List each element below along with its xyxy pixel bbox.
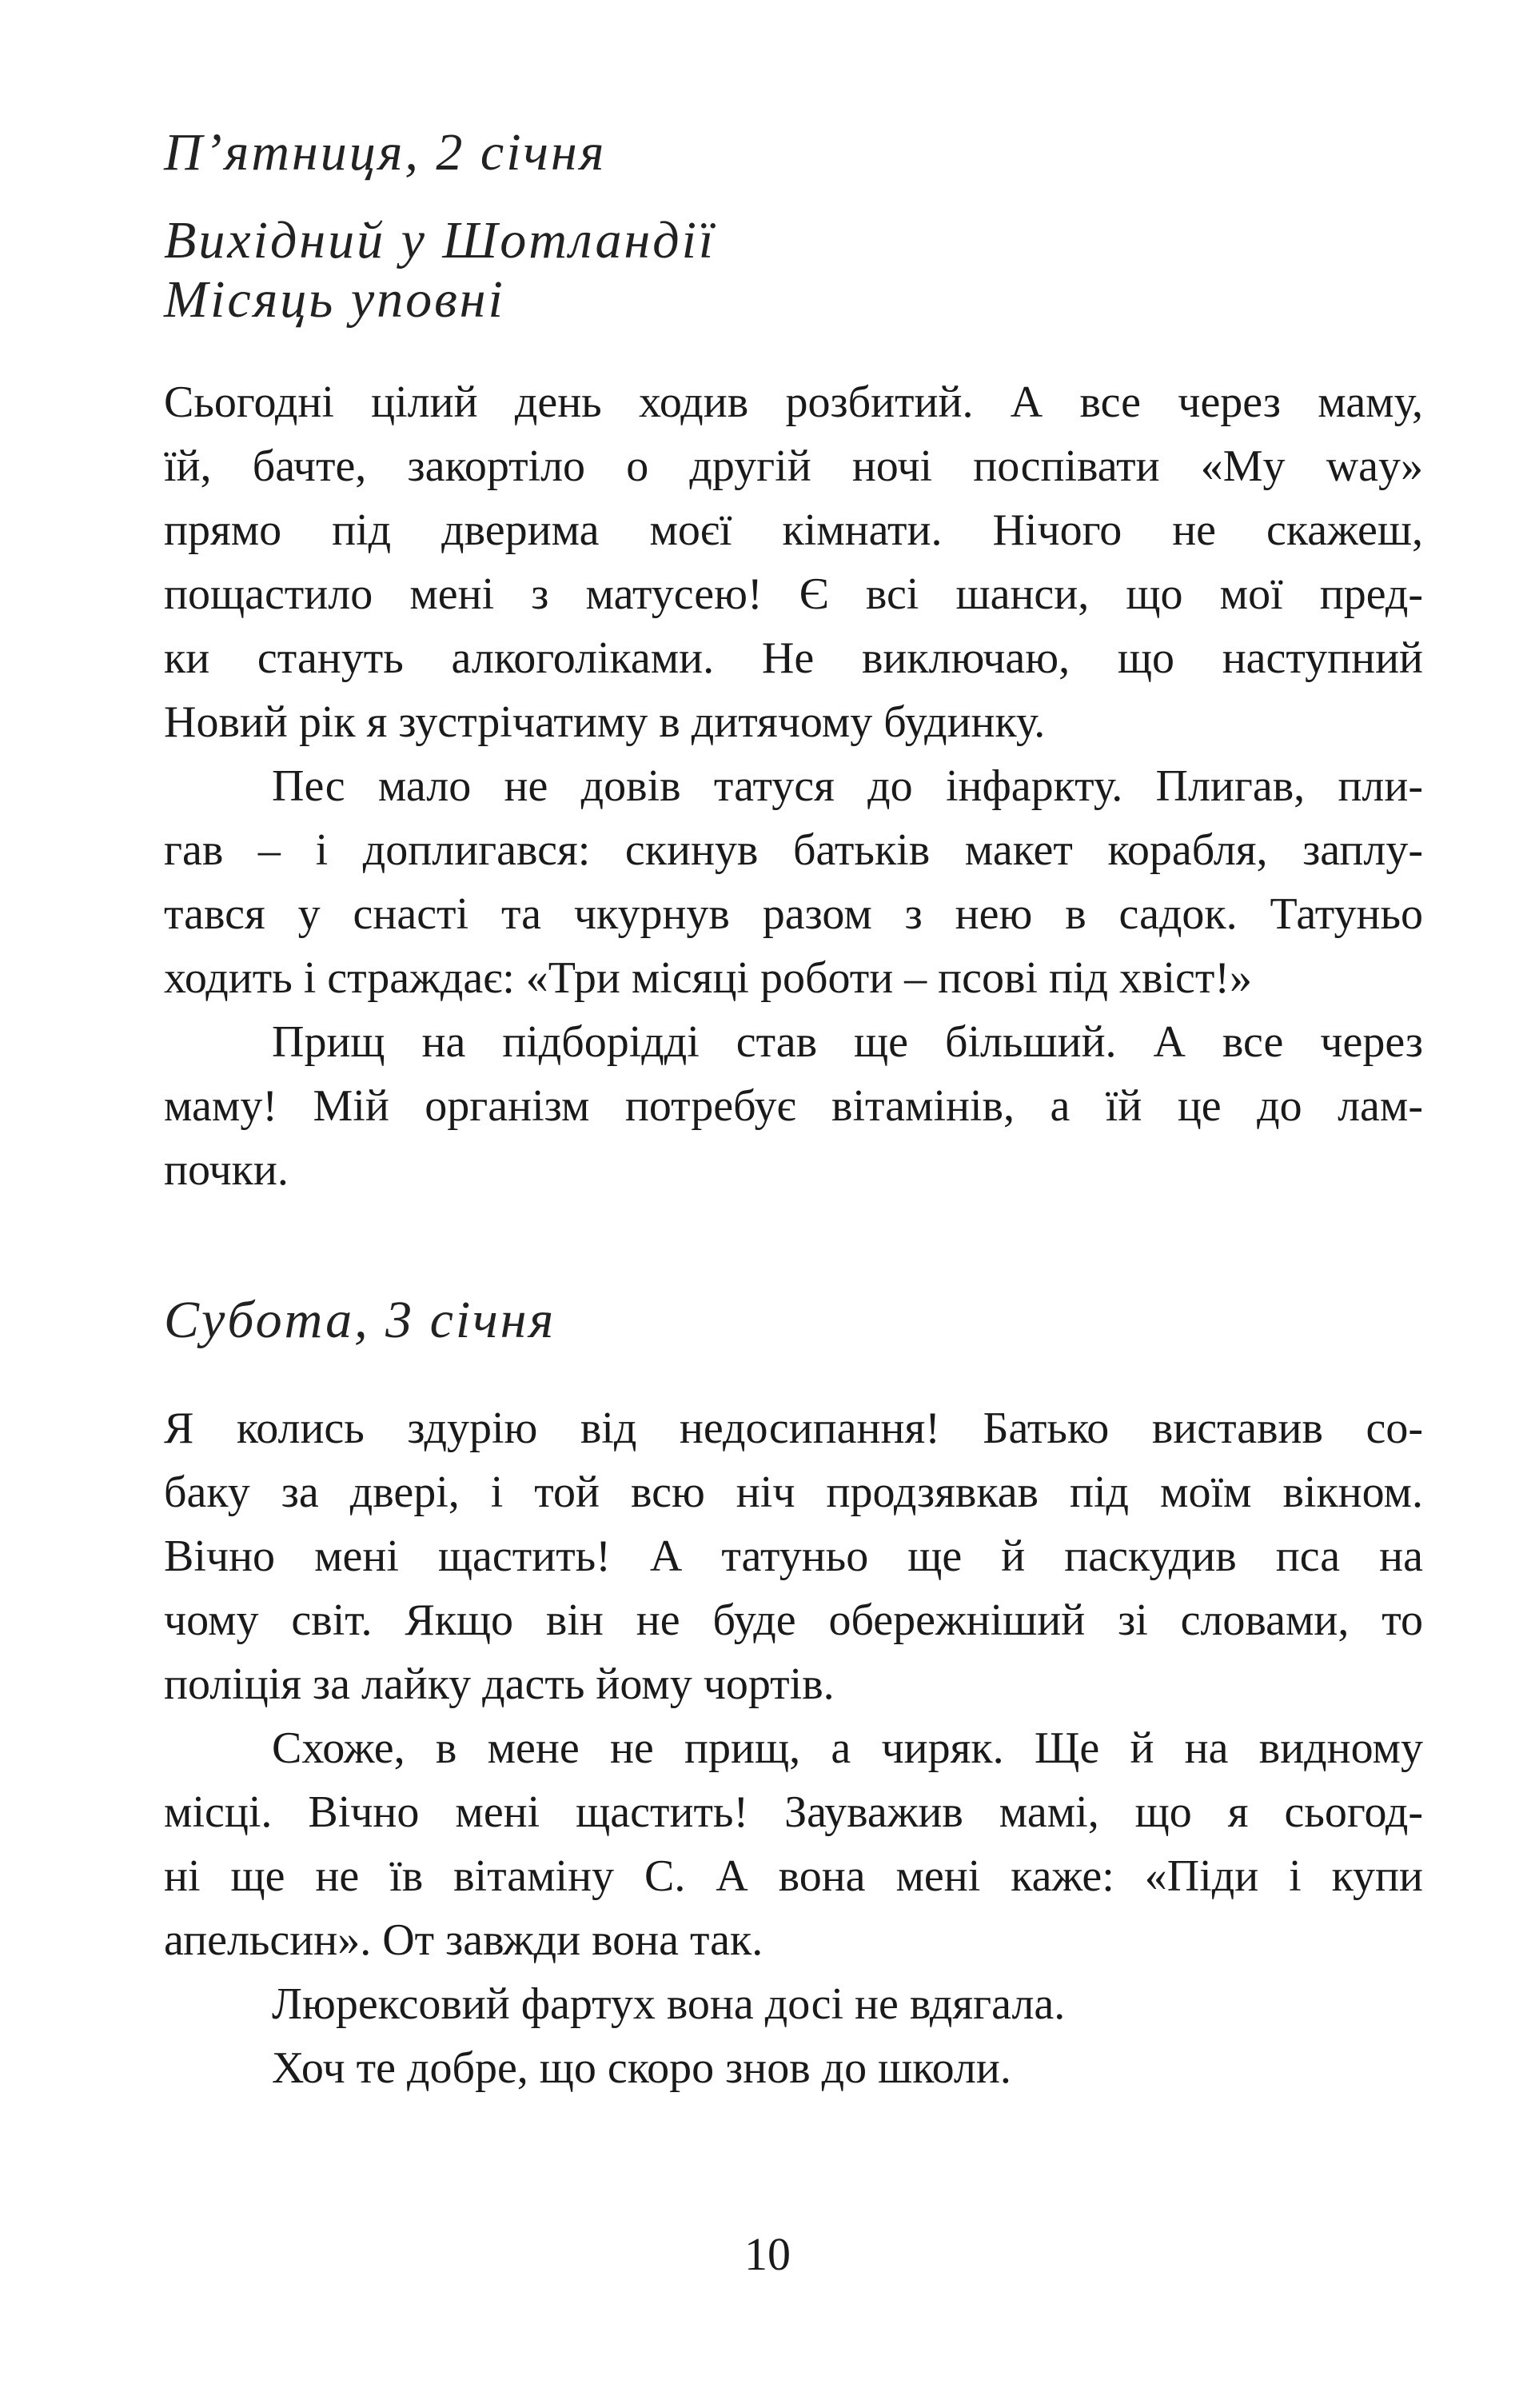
text-line: апельсин». От завжди вона так. [164, 1915, 764, 1965]
entry-body [164, 1396, 1423, 2100]
text-line: ки стануть алкоголіками. Не виключаю, що наступний [164, 633, 1423, 683]
entry-date: Субота, 3 січня [164, 1291, 556, 1349]
entry-date: П’ятниця, 2 січня [164, 123, 607, 182]
text-line: Люрексовий фартух вона досі не вдягала. [272, 1979, 1066, 2029]
text-line: Схоже, в мене не прищ, а чиряк. Ще й на видному [272, 1723, 1423, 1773]
text-line: Я колись здурію від недосипання! Батько виставив со- [164, 1404, 1423, 1453]
text-line: маму! Мій організм потребує вітамінів, а їй це до лам- [164, 1081, 1423, 1131]
page-number: 10 [744, 2228, 791, 2280]
text-line: місці. Вічно мені щастить! Зауважив мамі, що я сьогод- [164, 1787, 1423, 1837]
text-line: ходить і страждає: «Три місяці роботи – псові під хвіст!» [164, 953, 1252, 1003]
text-line: пощастило мені з матусею! Є всі шанси, що мої пред- [164, 569, 1423, 619]
text-line: баку за двері, і той всю ніч продзявкав під моїм вікном. [164, 1468, 1423, 1517]
entry-body [164, 370, 1423, 1202]
text-line: Сьогодні цілий день ходив розбитий. А все через маму, [164, 377, 1423, 427]
text-line: тався у снасті та чкурнув разом з нею в садок. Татуньо [164, 889, 1423, 939]
text-line: Новий рік я зустрічатиму в дитячому будинку. [164, 697, 1046, 747]
text-line: почки. [164, 1145, 289, 1195]
text-line: Пес мало не довів татуся до інфаркту. Плигав, пли- [272, 761, 1423, 811]
text-line: Вічно мені щастить! А татуньо ще й паскудив пса на [164, 1531, 1423, 1581]
entry-note: Вихідний у Шотландії [164, 211, 716, 270]
entry-note: Місяць уповні [164, 270, 505, 329]
text-line: Прищ на підборідді став ще більший. А все через [272, 1017, 1423, 1067]
text-line: чому світ. Якщо він не буде обережніший зі словами, то [164, 1595, 1423, 1645]
text-line: Хоч те добре, що скоро знов до школи. [272, 2043, 1011, 2093]
text-line: ні ще не їв вітаміну С. А вона мені каже: «Піди і купи [164, 1851, 1423, 1901]
text-line: гав – і доплигався: скинув батьків макет корабля, заплу- [164, 825, 1423, 875]
text-line: поліція за лайку дасть йому чортів. [164, 1659, 835, 1709]
text-line: їй, бачте, закортіло о другій ночі поспівати «My way» [164, 441, 1423, 491]
text-line: прямо під дверима моєї кімнати. Нічого не скажеш, [164, 505, 1423, 555]
